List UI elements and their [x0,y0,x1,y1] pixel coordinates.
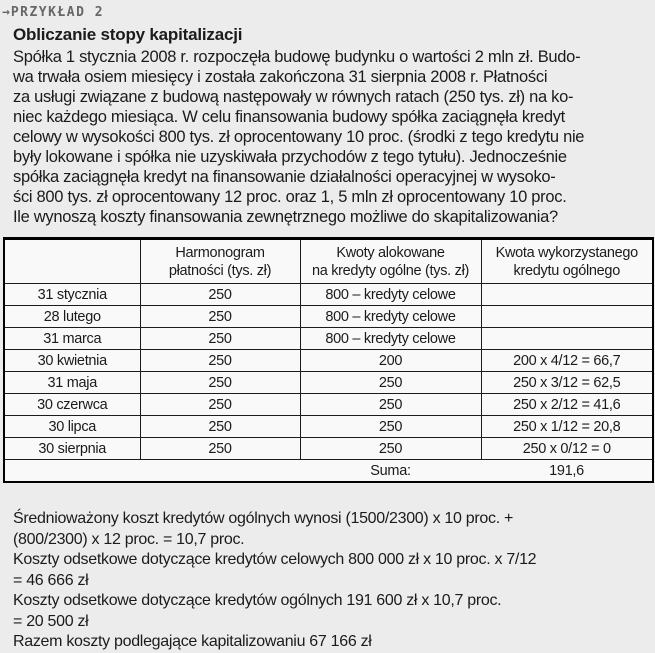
cell-date: 28 lutego [4,306,140,328]
cell-payment: 250 [140,438,300,460]
summary-line: Koszty odsetkowe dotyczące kredytów celowych 800 000 zł x 10 proc. x 7/12 [13,551,537,568]
table-row [4,394,653,416]
table-sum-row [4,460,653,483]
cell-allocated: 250 [300,372,481,394]
example-label: PRZYKŁAD 2 [10,5,105,20]
table-header-row [4,239,653,284]
sum-spacer-cell [4,460,300,483]
cell-used [481,306,653,328]
header-cell-used [481,239,653,284]
page-title: Obliczanie stopy kapitalizacji [13,25,243,44]
table-row [4,350,653,372]
summary-line: Średnioważony koszt kredytów ogólnych wynosi (1500/2300) x 10 proc. + [13,510,514,527]
cell-allocated: 250 [300,394,481,416]
cell-date: 30 lipca [4,416,140,438]
table-row [4,438,653,460]
cell-used: 250 x 1/12 = 20,8 [481,416,653,438]
cell-used [481,284,653,306]
summary-line: Koszty odsetkowe dotyczące kredytów ogólnych 191 600 zł x 10,7 proc. [13,592,502,609]
cell-used: 250 x 0/12 = 0 [481,438,653,460]
header-cell-schedule [140,239,300,284]
summary-line: Razem koszty podlegające kapitalizowaniu 67 166 zł [13,633,372,650]
cell-date: 31 marca [4,328,140,350]
cell-payment: 250 [140,394,300,416]
table-row [4,306,653,328]
cell-date: 31 stycznia [4,284,140,306]
example-eyebrow [0,0,655,20]
header-line: Kwoty alokowane [336,244,445,261]
sum-label: Suma: [300,460,481,483]
cell-allocated: 800 – kredyty celowe [300,284,481,306]
intro-line: celowy w wysokości 800 tys. zł oprocentowany 10 proc. (środki z tego kredytu nie [13,128,585,146]
cell-used: 200 x 4/12 = 66,7 [481,350,653,372]
capitalization-table [3,237,654,483]
cell-allocated: 250 [300,416,481,438]
cell-used [481,328,653,350]
cell-date: 30 czerwca [4,394,140,416]
table-row [4,416,653,438]
intro-line: niec każdego miesiąca. W celu finansowania budowy spółka zaciągnęła kredyt [13,108,565,126]
intro-paragraph [13,47,655,227]
cell-allocated: 250 [300,438,481,460]
table-row [4,328,653,350]
header-line: Kwota wykorzystanego [495,244,638,261]
summary-paragraph [13,509,655,653]
cell-date: 30 sierpnia [4,438,140,460]
header-line: Harmonogram [175,244,265,261]
header-cell-allocated [300,239,481,284]
header-line: kredytu ogólnego [513,262,620,279]
cell-used: 250 x 3/12 = 62,5 [481,372,653,394]
intro-line: Spółka 1 stycznia 2008 r. rozpoczęła budowę budynku o wartości 2 mln zł. Budo- [13,48,581,66]
cell-payment: 250 [140,306,300,328]
summary-line: = 46 666 zł [13,571,89,589]
summary-line: = 20 500 zł [13,612,89,630]
cell-used: 250 x 2/12 = 41,6 [481,394,653,416]
header-cell-date [4,239,140,284]
intro-line: za usługi związane z budową następowały w równych ratach (250 tys. zł) na ko- [13,88,574,106]
cell-allocated: 200 [300,350,481,372]
sum-value: 191,6 [481,460,653,483]
cell-date: 30 kwietnia [4,350,140,372]
intro-line: ści 800 tys. zł oprocentowany 12 proc. oraz 1, 5 mln zł oprocentowany 10 proc. [13,188,567,206]
cell-allocated: 800 – kredyty celowe [300,306,481,328]
right-arrow-icon: → [2,5,10,20]
intro-line: były lokowane i spółka nie uzyskiwała przychodów z tego tytułu). Jednocześnie [13,148,567,166]
cell-date: 31 maja [4,372,140,394]
cell-payment: 250 [140,328,300,350]
intro-line: wa trwała osiem miesięcy i została zakończona 31 sierpnia 2008 r. Płatności [13,68,548,86]
header-line: płatności (tys. zł) [168,262,272,279]
intro-line: spółka zaciągnęła kredyt na finansowanie działalności operacyjnej w wysoko- [13,168,556,186]
cell-payment: 250 [140,350,300,372]
summary-line: (800/2300) x 12 proc. = 10,7 proc. [13,530,245,548]
table-row [4,372,653,394]
intro-line: Ile wynoszą koszty finansowania zewnętrznego możliwe do skapitalizowania? [13,208,558,226]
cell-payment: 250 [140,372,300,394]
cell-payment: 250 [140,416,300,438]
cell-allocated: 800 – kredyty celowe [300,328,481,350]
table-row [4,284,653,306]
header-line: na kredyty ogólne (tys. zł) [311,262,470,279]
cell-payment: 250 [140,284,300,306]
